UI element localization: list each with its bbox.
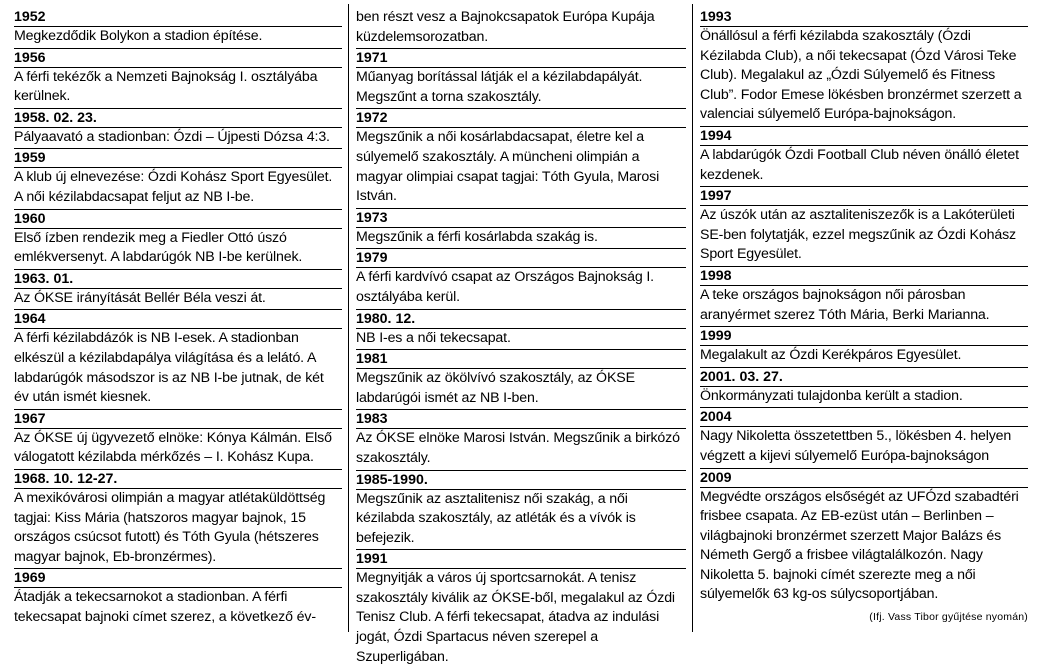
entry-1968 (14, 470, 342, 569)
entry-text: Megszűnik az ökölvívó szakosztály, az ÓKSE labdarúgói ismét az NB I-ben. (356, 369, 686, 410)
entry-1972 (356, 109, 686, 208)
entry-text: Pályaavató a stadionban: Ózdi – Újpesti Dózsa 4:3. (14, 128, 342, 150)
entry-1963 (14, 270, 342, 311)
entry-year: 1972 (356, 109, 686, 128)
entry-year: 1973 (356, 209, 686, 228)
entry-1958 (14, 109, 342, 150)
entry-1969 (14, 569, 342, 628)
entry-text: Önkormányzati tulajdonba került a stadion. (700, 387, 1028, 409)
entry-text: Az úszók után az asztaliteniszezők is a Lakóterületi SE-ben folytatják, ezzel megszűnik az Ózdi Kohász Sport Egyesület. (700, 206, 1028, 267)
entry-1980 (356, 310, 686, 351)
entry-2009 (700, 469, 1028, 607)
entry-year: 1968. 10. 12-27. (14, 470, 342, 489)
entry-text: Megkezdődik Bolykon a stadion építése. (14, 27, 342, 49)
entry-text: Megnyitják a város új sportcsarnokát. A tenisz szakosztály kiválik az ÓKSE-ből, megalakul az Ózdi Tenisz Club. A férfi tekecsapat, átadva az indulási jogát, Ózdi Spartacus néven szerepel a Szuperligában. (356, 570, 675, 665)
entry-year: 1983 (356, 410, 686, 429)
entry-text: Megszűnik a férfi kosárlabda szakág is. (356, 228, 686, 250)
entry-year: 1960 (14, 210, 342, 229)
entry-text: Megszűnik a női kosárlabdacsapat, életre kel a súlyemelő szakosztály. A müncheni olimpián a magyar olimpiai csapat tagjai: Tóth Gyula, Marosi István. (356, 128, 686, 208)
source-credit: (Ifj. Vass Tibor gyűjtése nyomán) (869, 611, 1028, 624)
entry-year: 1999 (700, 327, 1028, 346)
entry-text: Az ÓKSE elnöke Marosi István. Megszűnik a birkózó szakosztály. (356, 429, 686, 470)
entry-1960 (14, 210, 342, 270)
entry-year: 1985-1990. (356, 471, 686, 490)
entry-1983 (356, 410, 686, 470)
entry-2001 (700, 368, 1028, 409)
entry-text: Az ÓKSE új ügyvezető elnöke: Kónya Kálmán. Első válogatott kézilabda mérkőzés – I. Kohász Kupa. (14, 429, 342, 470)
entry-1981 (356, 350, 686, 410)
entry-text: ben részt vesz a Bajnokcsapatok Európa Kupája küzdelemsorozatban. (356, 8, 686, 49)
entry-1991 (356, 550, 686, 668)
entry-text: A klub új elnevezése: Ózdi Kohász Sport Egyesület. A női kézilabdacsapat feljut az NB I-be. (14, 168, 342, 209)
entry-year: 1979 (356, 249, 686, 268)
entry-year: 2009 (700, 469, 1028, 488)
entry-text: Az ÓKSE irányítását Bellér Béla veszi át. (14, 289, 342, 311)
entry-1971 (356, 49, 686, 109)
entry-text: Megalakult az Ózdi Kerékpáros Egyesület. (700, 346, 1028, 368)
entry-year: 2001. 03. 27. (700, 368, 1028, 387)
entry-1952 (14, 8, 342, 49)
entry-year: 1993 (700, 8, 1028, 27)
entry-year: 1969 (14, 569, 342, 588)
entry-1979 (356, 249, 686, 309)
entry-year: 1981 (356, 350, 686, 369)
entry-text: Nagy Nikoletta összetettben 5., lökésben 4. helyen végzett a kijevi súlyemelő Európa-bajnokságon (700, 427, 1028, 468)
entry-text: A mexikóvárosi olimpián a magyar atlétaküldöttség tagjai: Kiss Mária (hatszoros magyar bajnok, 15 országos csúcsot futott) és Tóth Gyula (hétszeres magyar bajnok, Eb-bronzérmes). (14, 489, 342, 569)
entry-year: 1952 (14, 8, 342, 27)
entry-1998 (700, 267, 1028, 327)
entry-1959 (14, 149, 342, 209)
entry-1969-continued (356, 8, 686, 49)
entry-year: 1971 (356, 49, 686, 68)
entry-year: 1964 (14, 310, 342, 329)
entry-text: A labdarúgók Ózdi Football Club néven önálló életet kezdenek. (700, 146, 1028, 187)
entry-text: A férfi tekézők a Nemzeti Bajnokság I. osztályába kerülnek. (14, 68, 342, 109)
entry-year: 1956 (14, 49, 342, 68)
entry-1967 (14, 410, 342, 470)
entry-text: Első ízben rendezik meg a Fiedler Ottó úszó emlékversenyt. A labdarúgók NB I-be kerülnek. (14, 229, 342, 270)
entry-1999 (700, 327, 1028, 368)
entry-year: 1959 (14, 149, 342, 168)
entry-1964 (14, 310, 342, 409)
entry-year: 1994 (700, 127, 1028, 146)
chronology-column-1 (14, 8, 342, 628)
entry-year: 1967 (14, 410, 342, 429)
entry-text: Megszűnik az asztalitenisz női szakág, a női kézilabda szakosztály, az atléták és a vívók is befejezik. (356, 490, 686, 551)
column-divider (348, 4, 349, 632)
entry-text: Műanyag borítással látják el a kézilabdapályát. Megszűnt a torna szakosztály. (356, 68, 686, 109)
entry-text: A férfi kardvívó csapat az Országos Bajnokság I. osztályába kerül. (356, 268, 686, 309)
entry-year: 1980. 12. (356, 310, 686, 329)
entry-year: 1998 (700, 267, 1028, 286)
entry-2004 (700, 408, 1028, 468)
entry-1956 (14, 49, 342, 109)
entry-year: 1997 (700, 187, 1028, 206)
entry-text: Önállósul a férfi kézilabda szakosztály (Ózdi Kézilabda Club), a női tekecsapat (Ózd Városi Teke Club). Megalakul az „Ózdi Súlyemelő és Fitness Club”. Fodor Emese lökésben bronzérmet szerzett a valenciai súlyemelő Európa-bajnokságon. (700, 27, 1028, 127)
entry-1993 (700, 8, 1028, 127)
entry-text: Átadják a tekecsarnokot a stadionban. A férfi tekecsapat bajnoki címet szerez, a következő év- (14, 589, 316, 625)
entry-text: NB I-es a női tekecsapat. (356, 329, 686, 351)
chronology-column-3 (700, 8, 1028, 624)
entry-1994 (700, 127, 1028, 187)
entry-1985-1990 (356, 471, 686, 551)
entry-1973 (356, 209, 686, 250)
entry-1997 (700, 187, 1028, 267)
entry-year: 1963. 01. (14, 270, 342, 289)
entry-year: 1991 (356, 550, 686, 569)
column-divider (692, 4, 693, 632)
entry-text: Megvédte országos elsőségét az UFÓzd szabadtéri frisbee csapata. Az EB-ezüst után – Berlinben – világbajnoki bronzérmet szerzett Major Balázs és Németh Gergő a frisbee világtalálkozón. Nagy Nikoletta 5. bajnoki címét szerezte meg a női súlyemelők 63 kg-os súlycsoportjában. (700, 488, 1019, 603)
entry-text: A férfi kézilabdázók is NB I-esek. A stadionban elkészül a kézilabdapálya világítása és a lelátó. A labdarúgók másodszor is az NB I-be jutnak, de két év után ismét kiesnek. (14, 329, 342, 409)
entry-text: A teke országos bajnokságon női párosban aranyérmet szerez Tóth Mária, Berki Marianna. (700, 286, 1028, 327)
chronology-column-2 (356, 8, 686, 668)
entry-year: 2004 (700, 408, 1028, 427)
entry-year: 1958. 02. 23. (14, 109, 342, 128)
